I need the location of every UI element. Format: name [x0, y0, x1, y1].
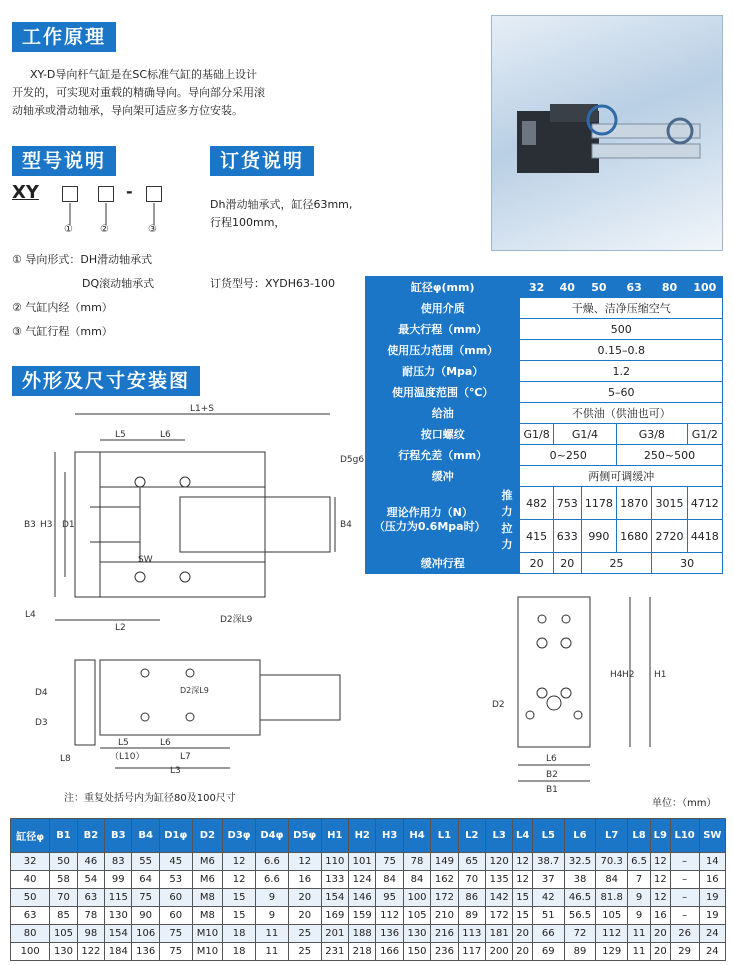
- spec-cushion: 两侧可调缓冲: [520, 466, 723, 487]
- spec-cushion-label: 缓冲: [366, 466, 520, 487]
- dim-col-header: D4φ: [255, 819, 288, 853]
- spec-row-value: 500: [520, 319, 723, 340]
- dim-col-header: H4: [403, 819, 430, 853]
- dim-cell: 70: [50, 889, 77, 907]
- spec-port: G1/8: [520, 424, 553, 445]
- model-item: ③ 气缸行程（mm）: [12, 325, 113, 338]
- table-row: [11, 907, 726, 925]
- drawing-note: 注：重复处括号内为缸径80及100尺寸: [64, 793, 236, 804]
- dim-cell: 26: [670, 925, 699, 943]
- dim-cell: 84: [596, 871, 628, 889]
- spec-stroke-label: 缓冲行程: [366, 553, 520, 574]
- dim-cell: 24: [699, 943, 725, 961]
- product-photo: [491, 15, 723, 251]
- order-line: 行程100mm，: [210, 216, 286, 229]
- unit-label: 单位：（mm）: [652, 798, 717, 809]
- dim-col-header: L10: [670, 819, 699, 853]
- dim-cell: M8: [192, 907, 222, 925]
- dim-cell: 100: [11, 943, 50, 961]
- dim-cell: 84: [376, 871, 403, 889]
- dim-cell: 129: [596, 943, 628, 961]
- dim-cell: 105: [403, 907, 430, 925]
- dim-cell: 12: [513, 871, 533, 889]
- spec-bore: 50: [581, 277, 616, 298]
- dim-cell: 85: [50, 907, 77, 925]
- spec-row-value: 1.2: [520, 361, 723, 382]
- dim-cell: 32.5: [564, 853, 596, 871]
- principle-line: 开发的，可实现对重载的精确导向。导向部分采用滚: [12, 86, 265, 99]
- spec-bore-label: 缸径φ(mm): [366, 277, 520, 298]
- spec-force-line: （压力为0.6Mpa时）: [373, 519, 486, 533]
- spec-row-value: 干燥、洁净压缩空气: [520, 298, 723, 319]
- dim-cell: 19: [699, 907, 725, 925]
- spec-push: 1870: [617, 487, 652, 520]
- dim-cell: 117: [458, 943, 485, 961]
- dim-cell: 75: [132, 889, 159, 907]
- principle-text: [12, 66, 302, 120]
- spec-bore: 100: [687, 277, 722, 298]
- dim-col-header: L1: [431, 819, 458, 853]
- model-dash: -: [126, 182, 133, 201]
- dim-cell: 150: [403, 943, 430, 961]
- dim-cell: 86: [458, 889, 485, 907]
- principle-line: XY-D导向杆气缸是在SC标准气缸的基础上设计: [30, 68, 258, 81]
- spec-tol-label: 行程允差（mm）: [366, 445, 520, 466]
- dim-cell: 12: [651, 889, 671, 907]
- dim-cell: 58: [50, 871, 77, 889]
- spec-port: G1/2: [687, 424, 722, 445]
- dim-cell: 115: [105, 889, 132, 907]
- spec-port: G1/4: [553, 424, 616, 445]
- dim-cell: 66: [532, 925, 564, 943]
- section-outline: 外形及尺寸安装图: [12, 366, 200, 396]
- dim-cell: 40: [11, 871, 50, 889]
- spec-pull: 990: [581, 520, 616, 553]
- dim-cell: 162: [431, 871, 458, 889]
- dim-cell: 15: [513, 907, 533, 925]
- dim-cell: 20: [651, 943, 671, 961]
- dim-cell: 135: [485, 871, 512, 889]
- dim-cell: 29: [670, 943, 699, 961]
- section-order: 订货说明: [210, 146, 314, 176]
- spec-row-value: 不供油（供油也可）: [520, 403, 723, 424]
- dim-cell: 46.5: [564, 889, 596, 907]
- model-items: [12, 248, 154, 344]
- dim-cell: –: [670, 907, 699, 925]
- spec-bore: 40: [553, 277, 581, 298]
- dim-cell: 64: [132, 871, 159, 889]
- dim-cell: 142: [485, 889, 512, 907]
- dim-cell: 70: [458, 871, 485, 889]
- dim-cell: 15: [223, 907, 256, 925]
- dim-col-header: L7: [596, 819, 628, 853]
- dim-col-header: L6: [564, 819, 596, 853]
- dim-cell: 56.5: [564, 907, 596, 925]
- dim-sw: SW: [138, 555, 153, 565]
- dim-cell: 55: [132, 853, 159, 871]
- spec-push: 1178: [581, 487, 616, 520]
- dim-cell: 9: [255, 889, 288, 907]
- dim-cell: 84: [403, 871, 430, 889]
- spec-row-label: 最大行程（mm）: [366, 319, 520, 340]
- order-example: 订货型号：XYDH63-100: [210, 277, 335, 290]
- dim-cell: 38: [564, 871, 596, 889]
- dim-cell: 12: [651, 871, 671, 889]
- dim-col-header: D3φ: [223, 819, 256, 853]
- dim-cell: 90: [132, 907, 159, 925]
- dim-col-header: D1φ: [159, 819, 192, 853]
- dim-cell: 46: [77, 853, 104, 871]
- dim-cell: 12: [223, 871, 256, 889]
- model-code: [12, 182, 192, 242]
- dim-cell: 15: [223, 889, 256, 907]
- spec-pull: 633: [553, 520, 581, 553]
- dim-cell: 78: [77, 907, 104, 925]
- spec-tol: 250~500: [617, 445, 723, 466]
- spec-push: 4712: [687, 487, 722, 520]
- dim-cell: 133: [321, 871, 348, 889]
- dim-cell: 218: [349, 943, 376, 961]
- spec-stroke: 30: [652, 553, 723, 574]
- dim-cell: 146: [349, 889, 376, 907]
- dim-l7: L7: [180, 752, 191, 762]
- dim-l4: L4: [25, 610, 36, 620]
- dim-cell: 12: [223, 853, 256, 871]
- dim-col-header: D2: [192, 819, 222, 853]
- dim-col-header: L5: [532, 819, 564, 853]
- dim-cell: 149: [431, 853, 458, 871]
- table-row: [11, 925, 726, 943]
- dim-cell: 112: [596, 925, 628, 943]
- dim-cell: 110: [321, 853, 348, 871]
- dim-cell: 172: [431, 889, 458, 907]
- dim-d2: D2: [492, 700, 505, 710]
- dim-cell: 11: [255, 925, 288, 943]
- spec-bore: 80: [652, 277, 687, 298]
- dim-cell: 20: [288, 889, 321, 907]
- spec-row-label: 使用温度范围（℃）: [366, 382, 520, 403]
- dim-cell: 11: [628, 943, 651, 961]
- dim-cell: 25: [288, 943, 321, 961]
- dim-cell: 184: [105, 943, 132, 961]
- dim-h3: H3: [40, 520, 53, 530]
- dim-d4: D4: [35, 688, 48, 698]
- dim-col-header: L4: [513, 819, 533, 853]
- dim-cell: 60: [159, 889, 192, 907]
- spec-bore: 63: [617, 277, 652, 298]
- dim-d2l9-top: D2深L9: [180, 686, 209, 695]
- dim-cell: 83: [105, 853, 132, 871]
- dim-cell: 159: [349, 907, 376, 925]
- dim-cell: 80: [11, 925, 50, 943]
- dim-cell: M8: [192, 889, 222, 907]
- model-leaders: [12, 182, 192, 242]
- dim-cell: 130: [403, 925, 430, 943]
- dim-cell: 63: [77, 889, 104, 907]
- dim-cell: 70.3: [596, 853, 628, 871]
- spec-port-label: 按口螺纹: [366, 424, 520, 445]
- spec-force-line: 理论作用力（N）: [386, 505, 473, 519]
- dim-cell: 15: [513, 889, 533, 907]
- spec-table: [365, 276, 723, 574]
- dim-cell: 75: [159, 925, 192, 943]
- spec-pull-label: 拉力: [494, 520, 520, 553]
- dim-cell: 166: [376, 943, 403, 961]
- dim-cell: –: [670, 853, 699, 871]
- dim-cell: 32: [11, 853, 50, 871]
- dim-cell: 18: [223, 925, 256, 943]
- dim-h4: H4: [610, 670, 623, 680]
- dim-col-header: D5φ: [288, 819, 321, 853]
- spec-push-label: 推力: [494, 487, 520, 520]
- dim-cell: 20: [513, 943, 533, 961]
- dim-cell: 54: [77, 871, 104, 889]
- model-num-2: ②: [100, 224, 109, 235]
- dim-cell: 236: [431, 943, 458, 961]
- spec-pull: 1680: [617, 520, 652, 553]
- dim-cell: 154: [105, 925, 132, 943]
- spec-pull: 415: [520, 520, 553, 553]
- dim-cell: 89: [564, 943, 596, 961]
- dim-cell: 20: [288, 907, 321, 925]
- dim-cell: 181: [485, 925, 512, 943]
- dim-cell: 172: [485, 907, 512, 925]
- dim-cell: 38.7: [532, 853, 564, 871]
- dim-cell: 7: [628, 871, 651, 889]
- dim-l6: L6: [160, 430, 171, 440]
- dim-cell: M10: [192, 943, 222, 961]
- dim-l6-front: L6: [546, 754, 557, 764]
- dim-cell: 120: [485, 853, 512, 871]
- dim-cell: 42: [532, 889, 564, 907]
- dim-cell: M6: [192, 871, 222, 889]
- dim-cell: 101: [349, 853, 376, 871]
- dim-cell: 100: [403, 889, 430, 907]
- dim-l5: L5: [115, 430, 126, 440]
- table-row: [11, 853, 726, 871]
- dim-cell: 169: [321, 907, 348, 925]
- dim-b1: B1: [546, 785, 558, 795]
- dim-cell: 216: [431, 925, 458, 943]
- dim-cell: 6.6: [255, 853, 288, 871]
- dim-b2: B2: [546, 770, 558, 780]
- dim-cell: 78: [403, 853, 430, 871]
- dim-cell: 9: [255, 907, 288, 925]
- dim-cell: 20: [651, 925, 671, 943]
- front-view-drawing: [490, 585, 670, 795]
- dim-cell: 9: [628, 889, 651, 907]
- dim-cell: 60: [159, 907, 192, 925]
- dim-col-header: L2: [458, 819, 485, 853]
- spec-row-value: 0.15–0.8: [520, 340, 723, 361]
- table-row: [11, 943, 726, 961]
- spec-row-label: 给油: [366, 403, 520, 424]
- order-line: Dh滑动轴承式，缸径63mm,: [210, 198, 353, 211]
- spec-pull: 4418: [687, 520, 722, 553]
- dim-cell: 11: [255, 943, 288, 961]
- spec-bore: 32: [520, 277, 553, 298]
- dim-cell: 45: [159, 853, 192, 871]
- dim-cell: 12: [288, 853, 321, 871]
- dim-cell: 200: [485, 943, 512, 961]
- dim-cell: 201: [321, 925, 348, 943]
- dim-cell: 65: [458, 853, 485, 871]
- dim-cell: 16: [651, 907, 671, 925]
- dim-l5-top: L5: [118, 738, 129, 748]
- dim-col-header: L3: [485, 819, 512, 853]
- model-item: ② 气缸内经（mm）: [12, 301, 113, 314]
- dim-cell: –: [670, 871, 699, 889]
- dim-l2: L2: [115, 623, 126, 633]
- dim-cell: 122: [77, 943, 104, 961]
- side-view-drawing: [20, 402, 365, 642]
- dim-cell: 63: [11, 907, 50, 925]
- dim-cell: 75: [159, 943, 192, 961]
- dim-cell: –: [670, 889, 699, 907]
- dim-cell: 105: [50, 925, 77, 943]
- dim-cell: 20: [513, 925, 533, 943]
- dim-cell: 69: [532, 943, 564, 961]
- model-prefix: XY: [12, 182, 39, 203]
- dim-cell: 136: [132, 943, 159, 961]
- principle-line: 动轴承或滑动轴承，导向架可适应多方位安装。: [12, 104, 243, 117]
- dim-col-header: SW: [699, 819, 725, 853]
- dim-l1s: L1+S: [190, 404, 214, 414]
- dim-col-header: H3: [376, 819, 403, 853]
- model-item: DQ滚动轴承式: [82, 277, 155, 290]
- dim-cell: 99: [105, 871, 132, 889]
- spec-push: 753: [553, 487, 581, 520]
- dim-cell: 53: [159, 871, 192, 889]
- dim-col-header: B2: [77, 819, 104, 853]
- model-num-1: ①: [64, 224, 73, 235]
- dim-col-header: 缸径φ: [11, 819, 50, 853]
- dim-col-header: H2: [349, 819, 376, 853]
- dim-cell: 9: [628, 907, 651, 925]
- dim-cell: 188: [349, 925, 376, 943]
- dim-cell: 50: [50, 853, 77, 871]
- spec-row-label: 使用介质: [366, 298, 520, 319]
- dim-col-header: B4: [132, 819, 159, 853]
- dim-cell: 98: [77, 925, 104, 943]
- spec-stroke: 20: [553, 553, 581, 574]
- dim-cell: 18: [223, 943, 256, 961]
- dim-cell: 16: [288, 871, 321, 889]
- dim-l10: （L10）: [110, 752, 145, 762]
- spec-row-value: 5–60: [520, 382, 723, 403]
- table-row: [11, 889, 726, 907]
- spec-stroke: 25: [581, 553, 652, 574]
- dim-col-header: B1: [50, 819, 77, 853]
- table-row: [11, 871, 726, 889]
- dim-cell: 37: [532, 871, 564, 889]
- dim-cell: 231: [321, 943, 348, 961]
- dim-d2l9: D2深L9: [220, 615, 253, 625]
- dim-cell: 106: [132, 925, 159, 943]
- dim-cell: 113: [458, 925, 485, 943]
- dim-cell: 24: [699, 925, 725, 943]
- dim-cell: 16: [699, 871, 725, 889]
- dim-b4: B4: [340, 520, 352, 530]
- model-item: ① 导向形式：DH滑动轴承式: [12, 253, 153, 266]
- dim-cell: 14: [699, 853, 725, 871]
- dimension-table: [10, 818, 726, 961]
- dim-cell: 51: [532, 907, 564, 925]
- dim-l3: L3: [170, 766, 181, 776]
- model-num-3: ③: [148, 224, 157, 235]
- dim-col-header: B3: [105, 819, 132, 853]
- dim-h2: H2: [622, 670, 635, 680]
- spec-tol: 0~250: [520, 445, 617, 466]
- dim-cell: 112: [376, 907, 403, 925]
- dim-cell: 89: [458, 907, 485, 925]
- cylinder-illustration: [492, 16, 724, 252]
- top-view-drawing: [30, 655, 350, 775]
- spec-port: G3/8: [617, 424, 688, 445]
- dim-col-header: L9: [651, 819, 671, 853]
- dim-cell: 6.5: [628, 853, 651, 871]
- spec-pull: 2720: [652, 520, 687, 553]
- spec-stroke: 20: [520, 553, 553, 574]
- dim-l6-top: L6: [160, 738, 171, 748]
- dim-cell: 19: [699, 889, 725, 907]
- dim-cell: M6: [192, 853, 222, 871]
- dim-col-header: H1: [321, 819, 348, 853]
- dim-d3: D3: [35, 718, 48, 728]
- section-principle: 工作原理: [12, 22, 116, 52]
- dim-cell: 12: [513, 853, 533, 871]
- dim-cell: 25: [288, 925, 321, 943]
- spec-row-label: 耐压力（Mpa）: [366, 361, 520, 382]
- dim-cell: 6.6: [255, 871, 288, 889]
- spec-push: 3015: [652, 487, 687, 520]
- dim-col-header: L8: [628, 819, 651, 853]
- spec-row-label: 使用压力范围（mm）: [366, 340, 520, 361]
- dim-cell: 130: [105, 907, 132, 925]
- dim-d5: D5g6: [340, 455, 365, 465]
- dim-cell: 210: [431, 907, 458, 925]
- dim-cell: 11: [628, 925, 651, 943]
- dim-cell: 95: [376, 889, 403, 907]
- dim-cell: 75: [376, 853, 403, 871]
- dim-cell: 130: [50, 943, 77, 961]
- dim-cell: 105: [596, 907, 628, 925]
- dim-cell: M10: [192, 925, 222, 943]
- dim-cell: 12: [651, 853, 671, 871]
- dim-b3: B3: [24, 520, 36, 530]
- dim-cell: 154: [321, 889, 348, 907]
- dim-cell: 81.8: [596, 889, 628, 907]
- dim-cell: 136: [376, 925, 403, 943]
- section-model: 型号说明: [12, 146, 116, 176]
- spec-push: 482: [520, 487, 553, 520]
- dim-cell: 72: [564, 925, 596, 943]
- dim-h1: H1: [654, 670, 667, 680]
- dim-l8: L8: [60, 754, 71, 764]
- spec-force-label: [366, 487, 494, 553]
- dim-cell: 50: [11, 889, 50, 907]
- dim-cell: 124: [349, 871, 376, 889]
- dim-d1: D1: [62, 520, 75, 530]
- order-text: [210, 196, 352, 232]
